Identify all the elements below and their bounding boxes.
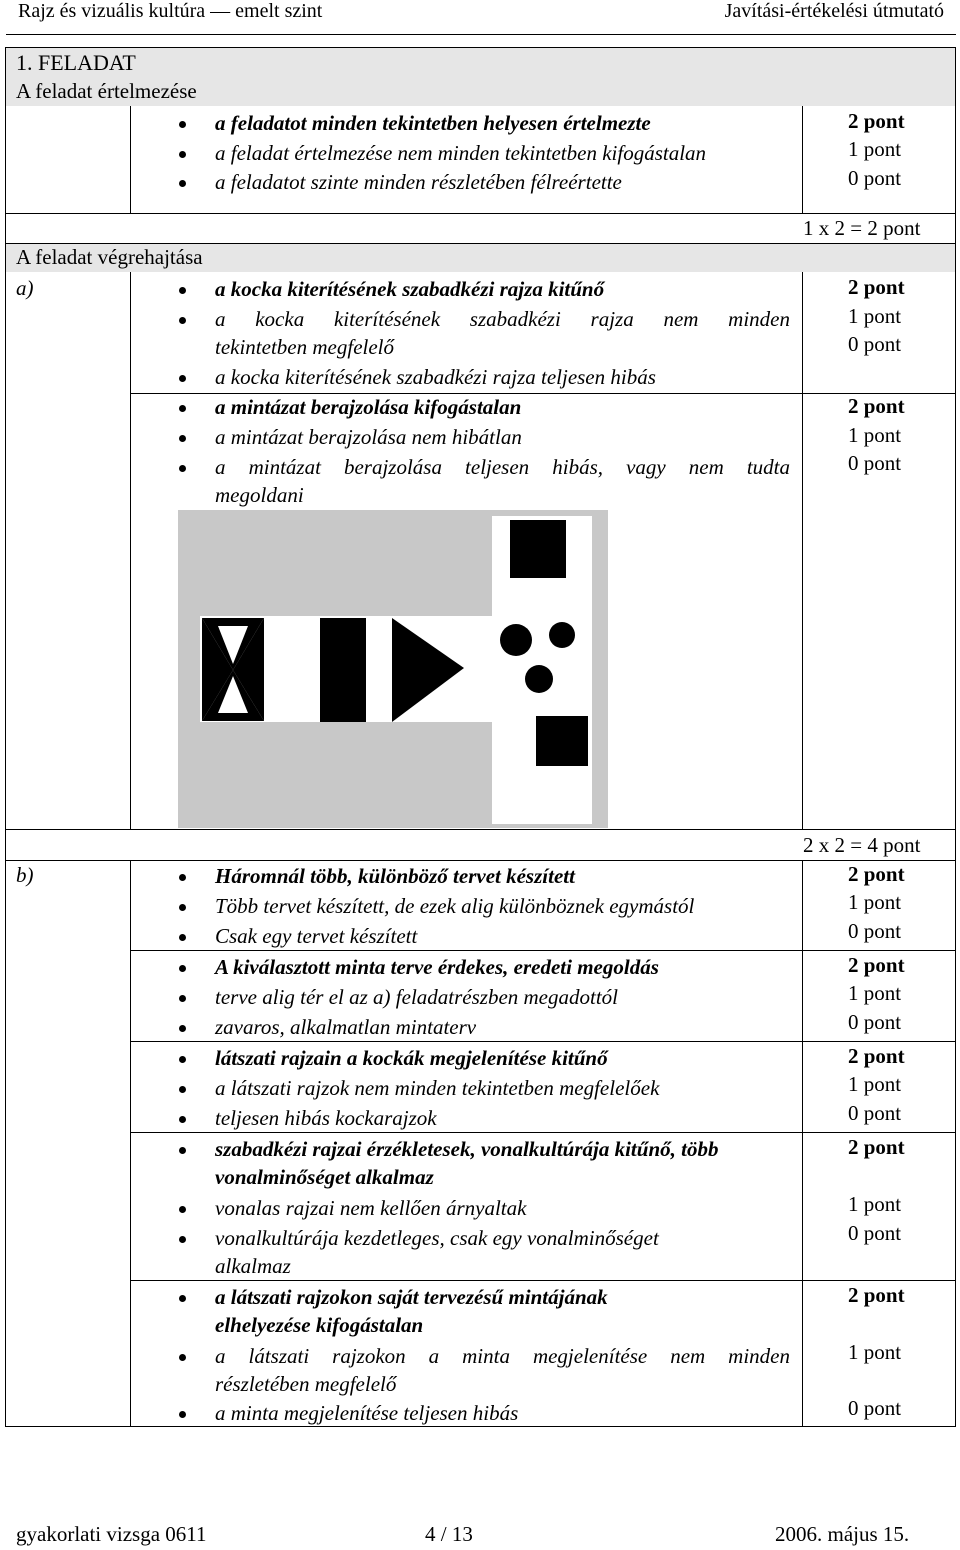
footer-date: 2006. május 15. xyxy=(775,1522,910,1546)
pattern-circle xyxy=(500,624,532,656)
criterion-item: látszati rajzain a kockák megjelenítése kitűnő xyxy=(215,1046,608,1070)
criterion-item: a mintázat berajzolása kifogástalan xyxy=(215,395,522,419)
points-value: 1 pont xyxy=(848,1192,902,1216)
bullet xyxy=(179,904,186,911)
points-value: 0 pont xyxy=(848,1221,902,1245)
bullet xyxy=(179,965,186,972)
points-value: 2 pont xyxy=(848,1283,905,1307)
points-value: 0 pont xyxy=(848,1396,902,1420)
criterion-item: Csak egy tervet készített xyxy=(215,924,418,948)
bullet xyxy=(179,1236,186,1243)
header-title: Rajz és vizuális kultúra — emelt szint xyxy=(18,0,323,22)
bullet xyxy=(179,121,186,128)
bullet xyxy=(179,995,186,1002)
bullet xyxy=(179,874,186,881)
bullet xyxy=(179,1411,186,1418)
bullet xyxy=(179,1025,186,1032)
criterion-item: a mintázat berajzolása nem hibátlan xyxy=(215,425,522,449)
section-heading-execution: A feladat végrehajtása xyxy=(16,245,203,269)
criterion-item: a kocka kiterítésének szabadkézi rajza kitűnő xyxy=(215,277,605,301)
bullet xyxy=(179,1116,186,1123)
section-total: 2 x 2 = 4 pont xyxy=(803,833,921,857)
bullet xyxy=(179,405,186,412)
criterion-item: a feladat értelmezése nem minden tekintetben kifogástalan xyxy=(215,141,707,165)
points-value: 1 pont xyxy=(848,890,902,914)
points-value: 0 pont xyxy=(848,1101,902,1125)
part-label-b: b) xyxy=(16,863,34,887)
points-value: 2 pont xyxy=(848,109,905,133)
criterion-item-continued: megoldani xyxy=(215,483,304,507)
points-value: 1 pont xyxy=(848,1072,902,1096)
points-value: 1 pont xyxy=(848,981,902,1005)
points-value: 2 pont xyxy=(848,862,905,886)
bullet xyxy=(179,1206,186,1213)
criterion-item: a feladatot szinte minden részletében félreértette xyxy=(215,170,622,194)
bullet xyxy=(179,435,186,442)
bullet xyxy=(179,375,186,382)
criterion-item: zavaros, alkalmatlan mintaterv xyxy=(215,1015,477,1039)
criterion-item: Háromnál több, különböző tervet készített xyxy=(215,864,575,888)
header-rule xyxy=(6,34,956,35)
header-subtitle: Javítási-értékelési útmutató xyxy=(724,0,944,22)
criterion-item: a látszati rajzok nem minden tekintetben megfelelőek xyxy=(215,1076,660,1100)
criterion-item: a kocka kiterítésének szabadkézi rajza teljesen hibás xyxy=(215,365,656,389)
points-value: 0 pont xyxy=(848,1010,902,1034)
footer-exam-code: gyakorlati vizsga 0611 xyxy=(16,1522,207,1546)
points-value: 1 pont xyxy=(848,423,902,447)
points-value: 1 pont xyxy=(848,1340,902,1364)
criterion-item-continued: részletében megfelelő xyxy=(215,1372,397,1396)
bullet xyxy=(179,465,186,472)
criterion-item: szabadkézi rajzai érzékletesek, vonalkultúrája kitűnő, több xyxy=(215,1137,719,1161)
bullet xyxy=(179,180,186,187)
criterion-item: a kocka kiterítésének szabadkézi rajza nem minden xyxy=(215,307,790,331)
points-value: 2 pont xyxy=(848,1044,905,1068)
criterion-item-continued: alkalmaz xyxy=(215,1254,291,1278)
bullet xyxy=(179,1295,186,1302)
points-value: 2 pont xyxy=(848,394,905,418)
criterion-item: terve alig tér el az a) feladatrészben megadottól xyxy=(215,985,619,1009)
section-total: 1 x 2 = 2 pont xyxy=(803,216,921,240)
bullet xyxy=(179,1086,186,1093)
points-value: 1 pont xyxy=(848,137,902,161)
pattern-square xyxy=(510,520,566,578)
bullet xyxy=(179,1056,186,1063)
part-label-a: a) xyxy=(16,276,34,300)
bullet xyxy=(179,287,186,294)
pattern-square xyxy=(536,716,588,766)
criterion-item: Több tervet készített, de ezek alig különböznek egymástól xyxy=(215,894,695,918)
points-value: 0 pont xyxy=(848,451,902,475)
pattern-bar xyxy=(320,618,366,722)
criterion-item: a feladatot minden tekintetben helyesen értelmezte xyxy=(215,111,651,135)
criterion-item: A kiválasztott minta terve érdekes, eredeti megoldás xyxy=(215,955,659,979)
bullet xyxy=(179,317,186,324)
bullet xyxy=(179,151,186,158)
criterion-item: a látszati rajzokon saját tervezésű mintájának xyxy=(215,1285,608,1309)
footer-page-number: 4 / 13 xyxy=(425,1522,473,1546)
criterion-item-continued: elhelyezése kifogástalan xyxy=(215,1313,424,1337)
points-value: 2 pont xyxy=(848,275,905,299)
criterion-item: a minta megjelenítése teljesen hibás xyxy=(215,1401,519,1425)
cube-net-figure xyxy=(178,510,608,828)
criterion-item-continued: vonalminőséget alkalmaz xyxy=(215,1165,434,1189)
points-value: 1 pont xyxy=(848,304,902,328)
bullet xyxy=(179,934,186,941)
criterion-item: teljesen hibás kockarajzok xyxy=(215,1106,437,1130)
task-title: 1. FELADAT xyxy=(16,50,136,75)
section-heading-interpretation: A feladat értelmezése xyxy=(16,79,197,103)
criterion-item: vonalas rajzai nem kellően árnyaltak xyxy=(215,1196,527,1220)
points-value: 0 pont xyxy=(848,166,902,190)
page-header xyxy=(18,0,944,30)
bullet xyxy=(179,1354,186,1361)
criterion-item: a mintázat berajzolása teljesen hibás, vagy nem tudta xyxy=(215,455,790,479)
pattern-circle xyxy=(549,622,575,648)
points-value: 0 pont xyxy=(848,919,902,943)
criterion-item: vonalkultúrája kezdetleges, csak egy vonalminőséget xyxy=(215,1226,659,1250)
bullet xyxy=(179,1147,186,1154)
points-value: 2 pont xyxy=(848,953,905,977)
criterion-item-continued: tekintetben megfelelő xyxy=(215,335,395,359)
criterion-item: a látszati rajzokon a minta megjelenítése nem minden xyxy=(215,1344,790,1368)
points-value: 2 pont xyxy=(848,1135,905,1159)
points-value: 0 pont xyxy=(848,332,902,356)
pattern-circle xyxy=(525,665,553,693)
